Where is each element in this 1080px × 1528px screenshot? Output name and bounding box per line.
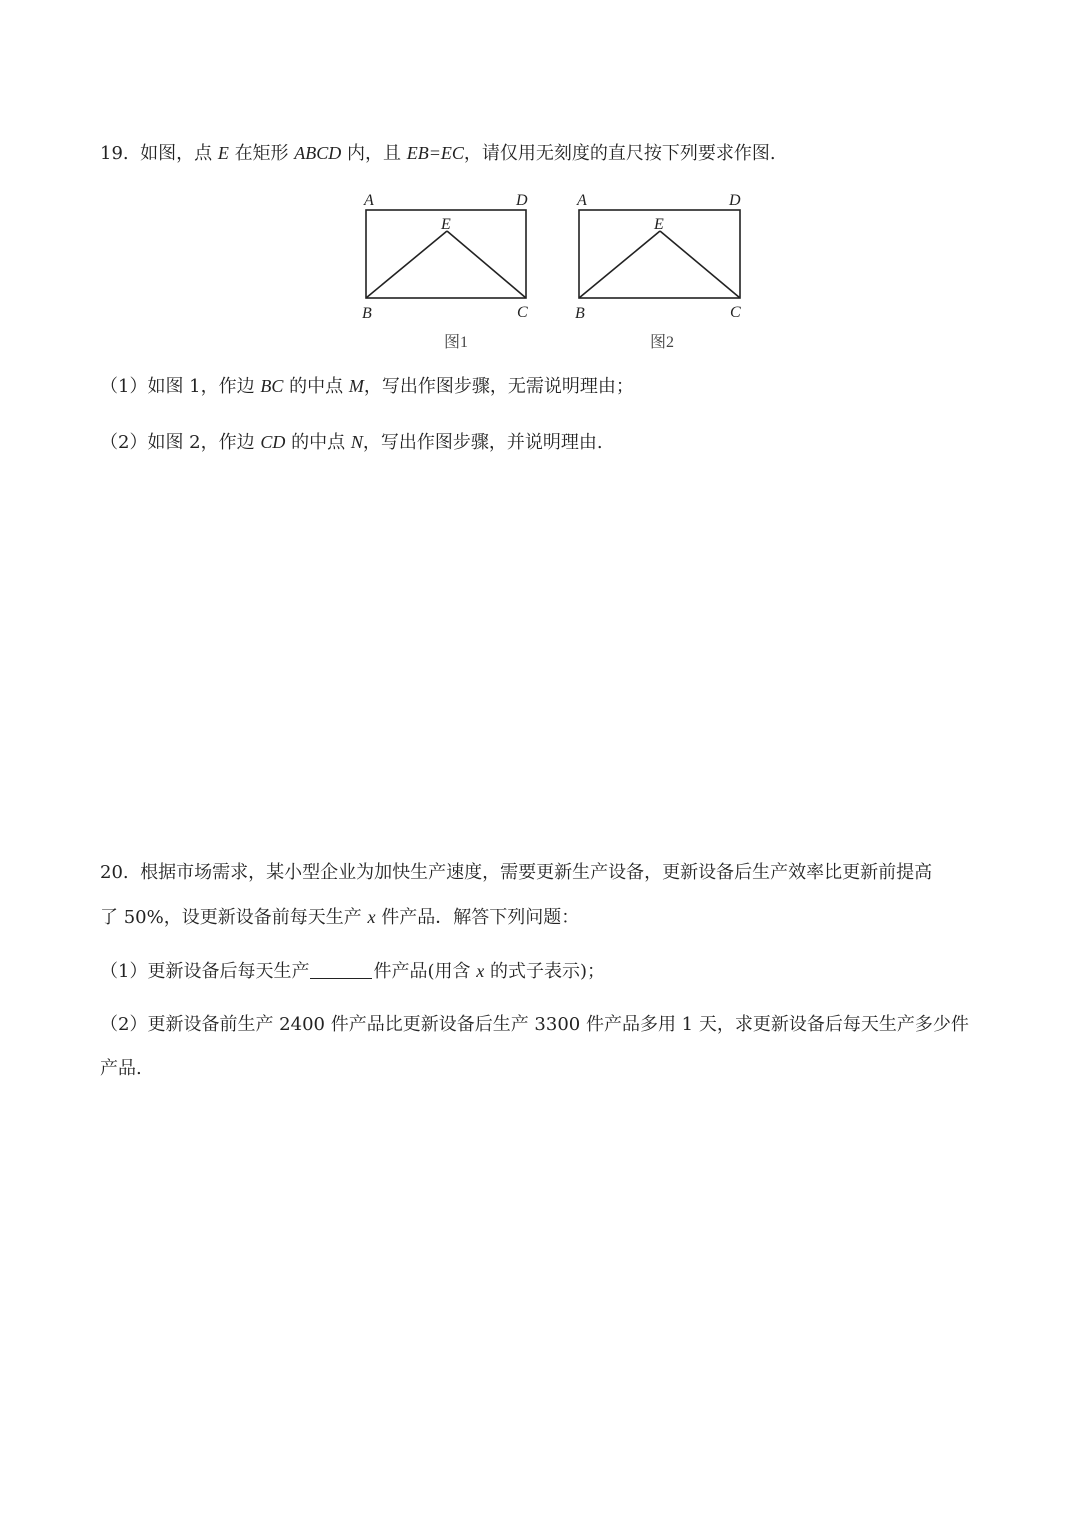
figure-2-diagram bbox=[568, 185, 758, 355]
q20-part-1-text-2: 件产品(用含 bbox=[373, 961, 471, 982]
q20-stem-text-2: 了 50%，设更新设备前每天生产 bbox=[100, 907, 362, 928]
q20-part-1-variable: x bbox=[476, 961, 485, 981]
q19-part-2-segment: CD bbox=[260, 432, 286, 452]
q20-part-2-line-1 bbox=[100, 1013, 969, 1037]
figure-2-label-b: B bbox=[575, 305, 585, 322]
figure-1-label-b: B bbox=[362, 305, 372, 322]
q20-part-1-text-3: 的式子表示)； bbox=[489, 961, 605, 982]
figure-1-segment-ec bbox=[447, 231, 526, 298]
q20-stem-text-3: 件产品．解答下列问题： bbox=[381, 907, 580, 928]
figure-2-label-c: C bbox=[730, 304, 741, 321]
q19-part-1-text-2: 的中点 bbox=[289, 376, 344, 397]
q20-number: 20. bbox=[100, 862, 129, 883]
q19-part-1-text-3: ，写出作图步骤，无需说明理由； bbox=[363, 376, 634, 397]
q19-stem bbox=[100, 141, 776, 166]
q19-stem-text-1: 如图，点 bbox=[140, 143, 213, 164]
figure-2-segment-eb bbox=[579, 231, 660, 298]
q19-part-2-text-2: 的中点 bbox=[291, 432, 346, 453]
q19-part-1-point: M bbox=[348, 376, 364, 396]
q19-part-1-segment: BC bbox=[260, 376, 284, 396]
q20-answer-blank[interactable] bbox=[310, 960, 372, 979]
figure-1-segment-eb bbox=[366, 231, 447, 298]
figure-1-diagram bbox=[355, 185, 545, 355]
q20-part-2-text-1: （2）更新设备前生产 2400 件产品比更新设备后生产 3300 件产品多用 1 天，求更新设备后每天生产多少件 bbox=[100, 1014, 969, 1035]
figure-1-label-a: A bbox=[364, 192, 374, 209]
q20-stem-line-2 bbox=[100, 905, 579, 930]
q20-part-1 bbox=[100, 959, 605, 984]
figure-1-label-d: D bbox=[516, 192, 528, 209]
figure-1-caption: 图1 bbox=[444, 334, 469, 351]
q20-part-2-text-2: 产品. bbox=[100, 1058, 142, 1079]
q20-part-1-text-1: （1）更新设备后每天生产 bbox=[100, 961, 310, 982]
figure-1 bbox=[355, 185, 545, 359]
figure-2-label-d: D bbox=[729, 192, 741, 209]
q20-part-2-line-2 bbox=[100, 1057, 142, 1081]
figure-2-caption: 图2 bbox=[650, 334, 675, 351]
q20-stem-text-1: 根据市场需求，某小型企业为加快生产速度，需要更新生产设备，更新设备后生产效率比更新前提高 bbox=[140, 862, 933, 883]
figure-2-label-a: A bbox=[577, 192, 587, 209]
q19-number: 19. bbox=[100, 143, 129, 164]
figure-2-segment-ec bbox=[660, 231, 740, 298]
q19-part-2-text-1: （2）如图 2，作边 bbox=[100, 432, 255, 453]
q20-variable-x: x bbox=[367, 907, 376, 927]
figure-2-label-e: E bbox=[654, 216, 664, 233]
q19-rect-name: ABCD bbox=[294, 143, 342, 163]
q19-stem-text-4: ，请仅用无刻度的直尺按下列要求作图. bbox=[463, 143, 776, 164]
q19-part-1-text-1: （1）如图 1，作边 bbox=[100, 376, 255, 397]
figure-2 bbox=[568, 185, 758, 359]
q19-stem-text-3: 内，且 bbox=[347, 143, 402, 164]
q19-part-1 bbox=[100, 374, 634, 399]
q19-stem-text-2: 在矩形 bbox=[234, 143, 289, 164]
q19-part-2 bbox=[100, 430, 603, 455]
q19-point-e: E bbox=[217, 143, 229, 163]
figure-1-label-c: C bbox=[517, 304, 528, 321]
q19-condition: EB=EC bbox=[406, 143, 464, 163]
figure-1-label-e: E bbox=[441, 216, 451, 233]
q19-part-2-text-3: ，写出作图步骤，并说明理由. bbox=[362, 432, 603, 453]
q20-stem-line-1 bbox=[100, 861, 932, 885]
q19-part-2-point: N bbox=[350, 432, 363, 452]
